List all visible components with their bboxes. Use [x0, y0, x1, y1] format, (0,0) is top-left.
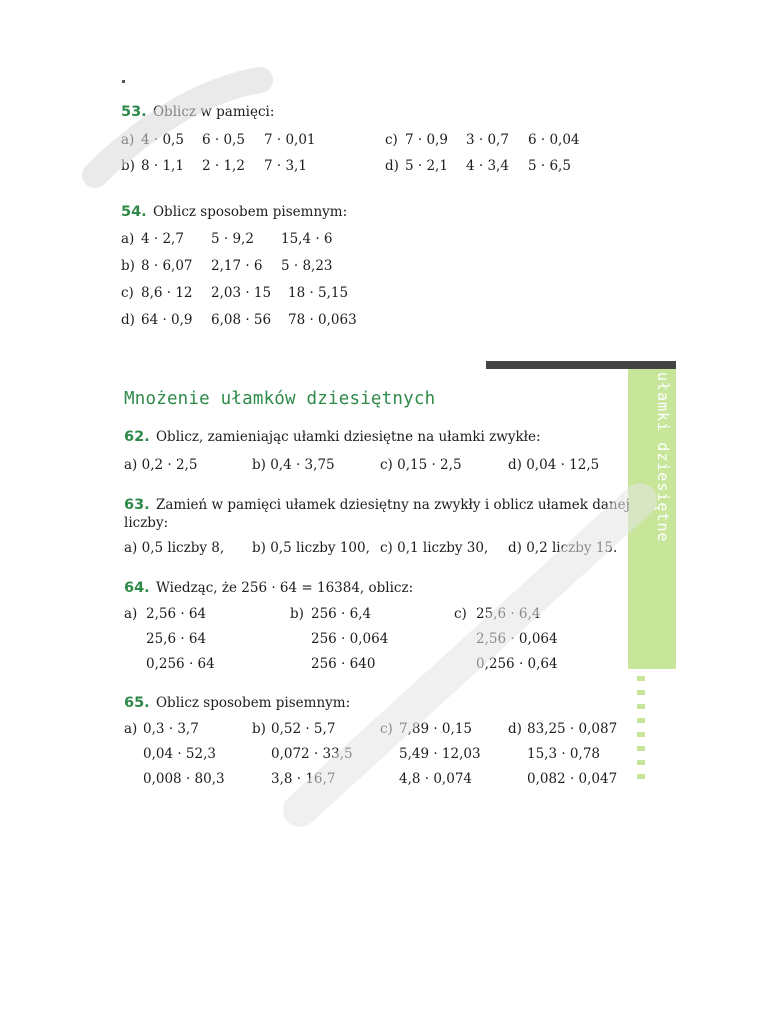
exercise-number: 64. [124, 580, 150, 596]
expression: 0,4 · 3,75 [270, 457, 335, 473]
exercise-63-item-b [252, 540, 370, 556]
item-label: a) [121, 231, 135, 247]
scan-mark [122, 80, 125, 83]
exercise-63-header [124, 497, 630, 513]
expression: 8 · 6,07 [141, 258, 193, 274]
expression: 4 · 3,4 [466, 158, 509, 174]
exercise-instruction: Oblicz w pamięci: [152, 104, 275, 120]
expression: 83,25 · 0,087 [527, 721, 618, 737]
expression: 0,5 liczby 8, [141, 540, 225, 556]
expression: 18 · 5,15 [288, 285, 349, 301]
item-label: a) [124, 540, 138, 556]
expression: 5,49 · 12,03 [399, 746, 481, 762]
item-label: d) [121, 312, 135, 328]
expression: 256 · 6,4 [311, 606, 372, 622]
expression: 8,6 · 12 [141, 285, 193, 301]
exercise-instruction: Oblicz sposobem pisemnym: [152, 204, 348, 220]
expression: 6 · 0,04 [528, 132, 580, 148]
side-tab-label: ułamki dziesiętne [654, 372, 672, 543]
expression: 2,03 · 15 [211, 285, 272, 301]
side-dash [637, 732, 645, 737]
exercise-63-item-c [380, 540, 488, 556]
item-label: c) [380, 721, 393, 737]
expression: 0,2 · 2,5 [141, 457, 198, 473]
expression: 5 · 8,23 [281, 258, 333, 274]
item-label: b) [252, 540, 266, 556]
side-dash [637, 718, 645, 723]
exercise-53-row-a [121, 132, 134, 148]
exercise-number: 53. [121, 104, 147, 120]
side-dash [637, 676, 645, 681]
exercise-instruction: Zamień w pamięci ułamek dziesiętny na zwykły i oblicz ułamek danej [155, 497, 630, 513]
expression: 2 · 1,2 [202, 158, 245, 174]
expression: 7 · 0,01 [264, 132, 316, 148]
exercise-62-item-b [252, 457, 335, 473]
item-label: a) [124, 457, 138, 473]
expression: 0,2 liczby 15. [526, 540, 618, 556]
expression: 0,072 · 33,5 [271, 746, 353, 762]
exercise-62-item-a [124, 457, 197, 473]
expression: 256 · 640 [311, 656, 376, 672]
exercise-instruction: Oblicz, zamieniając ułamki dziesiętne na ułamki zwykłe: [155, 429, 541, 445]
side-dash [637, 774, 645, 779]
exercise-instruction: Oblicz sposobem pisemnym: [155, 695, 351, 711]
item-label: b) [121, 158, 135, 174]
exercise-62-header [124, 429, 541, 445]
item-label: a) [124, 721, 138, 737]
expression: 0,04 · 52,3 [143, 746, 216, 762]
exercise-number: 62. [124, 429, 150, 445]
exercise-53-header [121, 104, 274, 120]
item-label: b) [252, 721, 266, 737]
exercise-63-item-a [124, 540, 224, 556]
item-label: b) [121, 258, 135, 274]
expression: 25,6 · 6,4 [476, 606, 541, 622]
exercise-instruction: Wiedząc, że 256 · 64 = 16384, oblicz: [155, 580, 414, 596]
item-label: d) [508, 457, 522, 473]
expression: 3 · 0,7 [466, 132, 509, 148]
expression: 64 · 0,9 [141, 312, 193, 328]
exercise-62-item-d [508, 457, 599, 473]
item-label: d) [508, 721, 522, 737]
item-label: a) [124, 606, 138, 622]
exercise-65-header [124, 695, 350, 711]
expression: 78 · 0,063 [288, 312, 357, 328]
expression: 256 · 0,064 [311, 631, 389, 647]
expression: 8 · 1,1 [141, 158, 184, 174]
expression: 15,3 · 0,78 [527, 746, 600, 762]
expression: 6,08 · 56 [211, 312, 272, 328]
item-label: c) [385, 132, 398, 148]
item-label: a) [121, 132, 135, 148]
side-dash [637, 690, 645, 695]
expression: 7 · 0,9 [405, 132, 448, 148]
exercise-instruction-continued: liczby: [124, 515, 169, 531]
item-label: d) [508, 540, 522, 556]
section-title: Mnożenie ułamków dziesiętnych [124, 389, 436, 409]
expression: 4,8 · 0,074 [399, 771, 472, 787]
expression: 7 · 3,1 [264, 158, 307, 174]
side-dash [637, 760, 645, 765]
exercise-62-item-c [380, 457, 462, 473]
expression: 0,5 liczby 100, [270, 540, 370, 556]
item-label: c) [380, 540, 393, 556]
side-dash [637, 704, 645, 709]
item-label: b) [290, 606, 304, 622]
expression: 0,1 liczby 30, [397, 540, 489, 556]
expression: 0,52 · 5,7 [271, 721, 336, 737]
item-label: c) [121, 285, 134, 301]
expression: 0,3 · 3,7 [143, 721, 199, 737]
exercise-number: 63. [124, 497, 150, 513]
expression: 25,6 · 64 [146, 631, 207, 647]
expression: 5 · 2,1 [405, 158, 448, 174]
expression: 3,8 · 16,7 [271, 771, 336, 787]
expression: 6 · 0,5 [202, 132, 245, 148]
exercise-64-header [124, 580, 413, 596]
expression: 0,15 · 2,5 [397, 457, 462, 473]
expression: 5 · 6,5 [528, 158, 571, 174]
header-bar [486, 361, 676, 369]
expression: 0,256 · 0,64 [476, 656, 558, 672]
exercise-54-header [121, 204, 347, 220]
item-label: b) [252, 457, 266, 473]
exercise-number: 54. [121, 204, 147, 220]
expression: 2,56 · 64 [146, 606, 207, 622]
item-label: c) [380, 457, 393, 473]
expression: 0,008 · 80,3 [143, 771, 225, 787]
expression: 5 · 9,2 [211, 231, 254, 247]
expression: 2,56 · 0,064 [476, 631, 558, 647]
item-label: d) [385, 158, 399, 174]
expression: 4 · 0,5 [141, 132, 184, 148]
exercise-63-item-d [508, 540, 617, 556]
side-dash [637, 746, 645, 751]
exercise-number: 65. [124, 695, 150, 711]
expression: 0,256 · 64 [146, 656, 215, 672]
expression: 15,4 · 6 [281, 231, 333, 247]
expression: 0,04 · 12,5 [526, 457, 600, 473]
expression: 4 · 2,7 [141, 231, 184, 247]
item-label: c) [454, 606, 467, 622]
expression: 2,17 · 6 [211, 258, 263, 274]
expression: 7,89 · 0,15 [399, 721, 472, 737]
expression: 0,082 · 0,047 [527, 771, 618, 787]
